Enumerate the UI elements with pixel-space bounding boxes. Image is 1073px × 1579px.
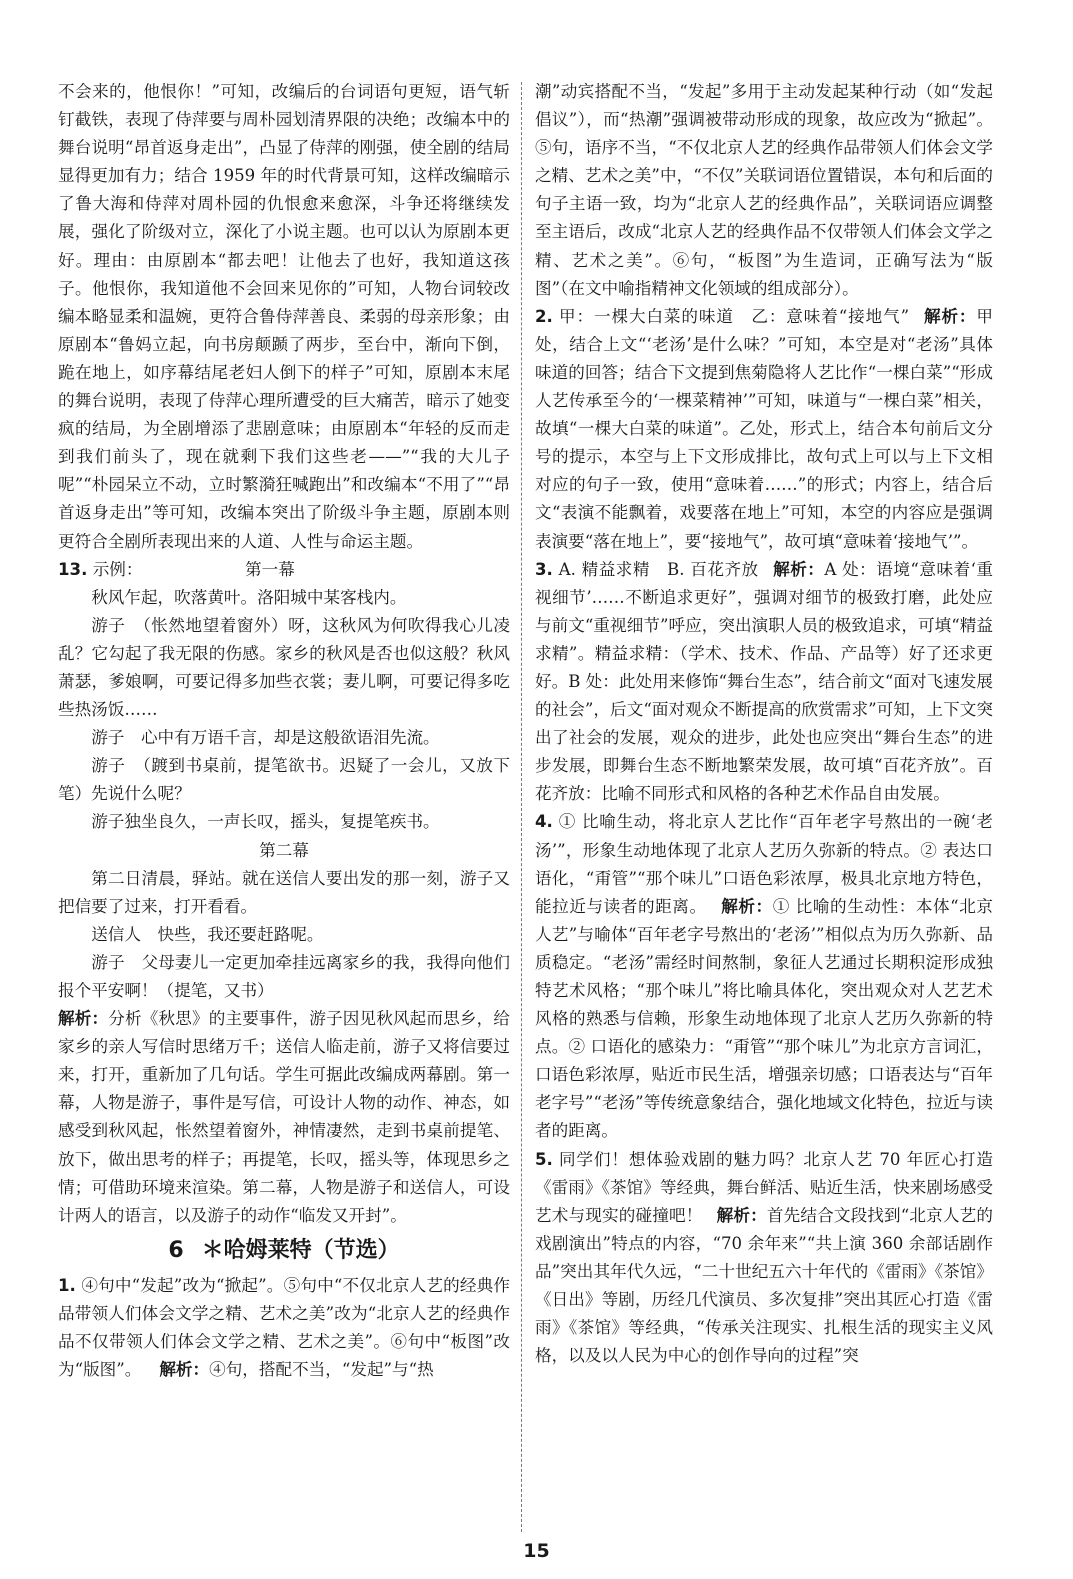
q13-line: 第二日清晨，驿站。就在送信人要出发的那一刻，游子又把信要了过来，打开看看。 <box>58 868 510 916</box>
q13-line: 游子 父母妻儿一定更加牵挂远离家乡的我，我得向他们报个平安啊！（提笔，又书） <box>58 952 510 1000</box>
q4-number: 4. <box>535 812 553 832</box>
section-title: ＊哈姆莱特（节选） <box>201 1237 400 1263</box>
q5-analysis-text: 首先结合文段找到“北京人艺的戏剧演出”特点的内容，“70 余年来”“共上演 360 余部话剧作品”突出其年代久远，“二十世纪五六十年代的《雷雨》《茶馆》《日出》等剧，历经几代演员、多次复排”突出其匠心打造《雷雨》《茶馆》等经典，“传承关注现实、扎根生活的现实主义风格，以及以人民为中心的创作导向的过程”突 <box>535 1205 994 1366</box>
q2-answer <box>535 303 993 556</box>
q13-line: 送信人 快些，我还要赶路呢。 <box>91 924 324 944</box>
q5-analysis-label: 解析： <box>716 1205 767 1225</box>
q1-analysis-label: 解析： <box>159 1360 210 1380</box>
q2-analysis-label: 解析： <box>923 306 977 326</box>
q2-text: 甲：一棵大白菜的味道 乙：意味着“接地气” <box>559 306 910 326</box>
q13-analysis-label: 解析： <box>58 1009 109 1029</box>
q12-answer-continued: 不会来的，他恨你！”可知，改编后的台词语句更短，语气斩钉截铁，表现了侍萍要与周朴园划清界限的决绝；改编本中的舞台说明“昂首返身走出”，凸显了侍萍的刚强，使全剧的结局显得更加有力；结合 1959 年的时代背景可知，这样改编暗示了鲁大海和侍萍对周朴园的仇恨愈来愈深，斗争还将继续发展，强化了阶级对立，深化了小说主题。也可以认为原剧本更好。理由：由原剧本“都去吧！让他去了也好，我知道这孩子。他恨你，我知道他不会回来见你的”可知，人物台词较改编本略显柔和温婉，更符合鲁侍萍善良、柔弱的母亲形象；由原剧本“鲁妈立起，向书房颠踬了两步，至台中，渐向下倒，跪在地上，如序幕结尾老妇人倒下的样子”可知，原剧本末尾的舞台说明，表现了侍萍心理所遭受的巨大痛苦，暗示了她变疯的结局，为全剧增添了悲剧意味；由原剧本“年轻的反而走到我们前头了，现在就剩下我们这些老——”“我的大儿子呢”“朴园呆立不动，立时繁漪狂喊跑出”和改编本“不用了”“昂首返身走出”等可知，改编本突出了阶级斗争主题，原剧本则更符合全剧所表现出来的人道、人性与命运主题。 <box>58 82 510 551</box>
q13-line: 游子 心中有万语千言，却是这般欲语泪先流。 <box>91 728 440 748</box>
q3-analysis-label: 解析： <box>772 559 825 579</box>
q5-number: 5. <box>535 1149 553 1169</box>
q3-analysis-text: A 处：语境“意味着‘重视细节’……不断追求更好”，强调对细节的极致打磨，此处应与前文“重视细节”呼应，突出演职人员的极致追求，可填“精益求精”。精益求精：（学术、技术、作品、产品等）好了还求更好。B 处：此处用来修饰“舞台生态”，结合前文“面对飞速发展的社会”，后文“面对观众不断提高的欣赏需求”可知，上下文突出了社会的发展，观众的进步，此处也应突出“舞台生态”的进步发展，即舞台生态不断地繁荣发展，故可填“百花齐放”。百花齐放：比喻不同形式和风格的各种艺术作品自由发展。 <box>535 559 994 804</box>
q2-number: 2. <box>535 306 553 326</box>
q13-line: 秋风乍起，吹落黄叶。洛阳城中某客栈内。 <box>91 587 407 607</box>
q1-analysis-continued: 潮”动宾搭配不当，“发起”多用于主动发起某种行动（如“发起倡议”），而“热潮”强调被带动形成的现象，故应改为“掀起”。⑤句，语序不当，“不仅北京人艺的经典作品带领人们体会文学之精、艺术之美”中，“不仅”关联词语位置错误，本句和后面的句子主语一致，均为“北京人艺的经典作品”，关联词语应调整至主语后，改成“北京人艺的经典作品不仅带领人们体会文学之精、艺术之美”。⑥句，“板图”为生造词，正确写法为“版图”（在文中喻指精神文化领域的组成部分）。 <box>535 82 993 298</box>
q13-line: 游子独坐良久，一声长叹，摇头，复提笔疾书。 <box>91 812 440 832</box>
q3-answer <box>535 556 993 809</box>
q5-answer <box>535 1146 993 1371</box>
q5-text: 同学们！想体验戏剧的魅力吗？北京人艺 70 年匠心打造《雷雨》《茶馆》等经典，舞台鲜活、贴近生活，快来剧场感受艺术与现实的碰撞吧！ <box>535 1149 993 1225</box>
q3-number: 3. <box>535 559 553 579</box>
q4-text: ① 比喻生动，将北京人艺比作“百年老字号熬出的一碗‘老汤’”，形象生动地体现了北京人艺历久弥新的特点。② 表达口语化，“甭管”“那个味儿”口语色彩浓厚，极具北京地方特色，能拉近与读者的距离。 <box>535 812 994 916</box>
left-column <box>58 78 510 1384</box>
q4-analysis-text: ① 比喻的生动性：本体“北京人艺”与喻体“百年老字号熬出的‘老汤’”相似点为历久弥新、品质稳定。“老汤”需经时间熬制，象征人艺通过长期积淀形成独特艺术风格；“那个味儿”将比喻具体化，突出观众对人艺艺术风格的熟悉与信赖，形象生动地体现了北京人艺历久弥新的特点。② 口语化的感染力：“甭管”“那个味儿”为北京方言词汇，口语色彩浓厚，贴近市民生活，增强亲切感；口语表达与“百年老字号”“老汤”等传统意象结合，强化地域文化特色，拉近与读者的距离。 <box>535 896 993 1141</box>
q1-number: 1. <box>58 1275 76 1295</box>
q13-analysis-text: 分析《秋思》的主要事件，游子因见秋风起而思乡，给家乡的亲人写信时思绪万千；送信人临走前，游子又将信要过来，打开，重新加了几句话。学生可据此改编成两幕剧。第一幕，人物是游子，事件是写信，可设计人物的动作、神态，如感受到秋风起，怅然望着窗外，神情凄然，走到书桌前提笔、放下，做出思考的样子；再提笔，长叹，摇头等，体现思乡之情；可借助环境来渲染。第二幕，人物是游子和送信人，可设计两人的语言，以及游子的动作“临发又开封”。 <box>58 1009 511 1225</box>
q13-line: 游子 （踱到书桌前，提笔欲书。迟疑了一会儿，又放下笔）先说什么呢？ <box>58 756 510 804</box>
q1-analysis-text: ④句，搭配不当，“发起”与“热 <box>209 1360 434 1380</box>
page-number: 15 <box>523 1540 550 1562</box>
q13-example-label: 示例： <box>92 559 143 579</box>
q4-analysis-label: 解析： <box>720 896 773 916</box>
section-number: 6 <box>168 1237 184 1263</box>
q1-answer <box>58 1272 510 1384</box>
q1-text: ④句中“发起”改为“掀起”。⑤句中“不仅北京人艺的经典作品带领人们体会文学之精、艺术之美”改为“北京人艺的经典作品不仅带领人们体会文学之精、艺术之美”。⑥句中“板图”改为“版图”。 <box>58 1275 510 1380</box>
q3-text: A. 精益求精 B. 百花齐放 <box>558 559 759 579</box>
q4-answer <box>535 808 993 1145</box>
right-column <box>535 78 993 1370</box>
q13-act1-title: 第一幕 <box>245 559 295 579</box>
q13-analysis <box>58 1005 510 1230</box>
q13-act2-title: 第二幕 <box>259 840 309 860</box>
q13-line: 游子 （怅然地望着窗外）呀，这秋风为何吹得我心儿凌乱？它勾起了我无限的伤感。家乡的秋风是否也似这般？秋风萧瑟，爹娘啊，可要记得多加些衣裳；妻儿啊，可要记得多吃些热汤饭…… <box>58 615 510 720</box>
column-divider <box>521 82 522 1532</box>
q2-analysis-text: 甲处，结合上文“‘老汤’是什么味？”可知，本空是对“老汤”具体味道的回答；结合下文提到焦菊隐将人艺比作“一棵白菜”“形成人艺传承至今的‘一棵菜精神’”可知，味道与“一棵白菜”相关，故填“一棵大白菜的味道”。乙处，形式上，结合本句前后文分号的提示，本空与上下文形成排比，故句式上可以与上下文相对应的句子一致，使用“意味着……”的形式；内容上，结合后文“表演不能飘着，戏要落在地上”可知，本空的内容应是强调表演要“落在地上”，要“接地气”，故可填“意味着‘接地气’”。 <box>535 306 994 551</box>
q13-header <box>58 556 510 584</box>
q13-number: 13. <box>58 559 88 579</box>
section-heading <box>58 1236 510 1266</box>
